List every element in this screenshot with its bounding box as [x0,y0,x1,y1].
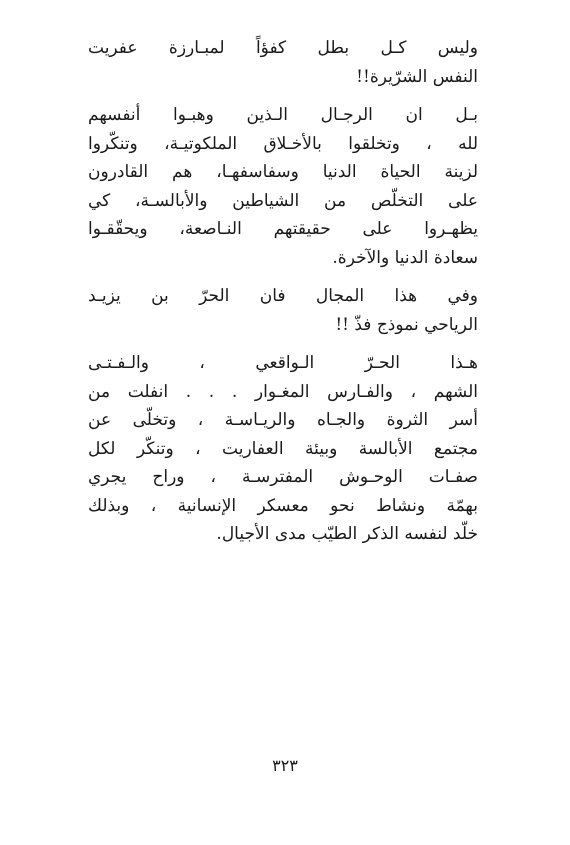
text-line: لزينة الحياة الدنيا وسفاسفهـا، هم القادرون [88,162,478,182]
text-line: بهمّة ونشاط نحو معسكر الإنسانية ، وبذلك [88,495,478,516]
text-line: صفـات الوحـوش المفترسـة ، وراح يجري [88,467,478,487]
paragraph-4 [88,349,478,549]
text-line: وليس كـل بطل كفؤاً لمبـارزة عفريت [88,38,478,58]
paragraph-3 [88,282,478,339]
paragraph-1 [88,34,478,91]
text-line: أسر الثروة والجـاه والريـاسـة ، وتخلّى عن [88,410,478,430]
text-line: سعادة الدنيا والآخرة. [332,247,478,268]
text-line: الشهم ، والفـارس المغـوار . . . انفلت من [88,381,478,402]
text-line: على التخلّص من الشياطين والأبالسـة، كي [88,190,478,211]
text-line: وفي هذا المجال فان الحرّ بن يزيـد [88,286,478,306]
text-line: مجتمع الأبالسة وبيئة العفاريت ، وتنكّر لكل [88,438,478,459]
text-line: النفس الشرّيرة!! [356,66,478,87]
paragraph-2 [88,101,478,272]
page-number: ٣٢٣ [272,756,298,775]
text-line: بـل ان الرجـال الـذين وهبـوا أنفسهم [88,105,478,125]
body-text [88,34,478,559]
text-line: خلّد لنفسه الذكر الطيّب مدى الأجيال. [216,524,478,544]
text-line: يظهـروا على حقيقتهم النـاصعة، ويحقّقـوا [88,219,478,239]
text-line: لله ، وتخلقوا بالأخـلاق الملكوتيـة، وتنكّروا [88,133,478,154]
text-line: هـذا الحـرّ الـواقعي ، والـفـتـى [88,353,478,373]
text-line: الرياحي نموذج فذّ !! [335,314,478,335]
